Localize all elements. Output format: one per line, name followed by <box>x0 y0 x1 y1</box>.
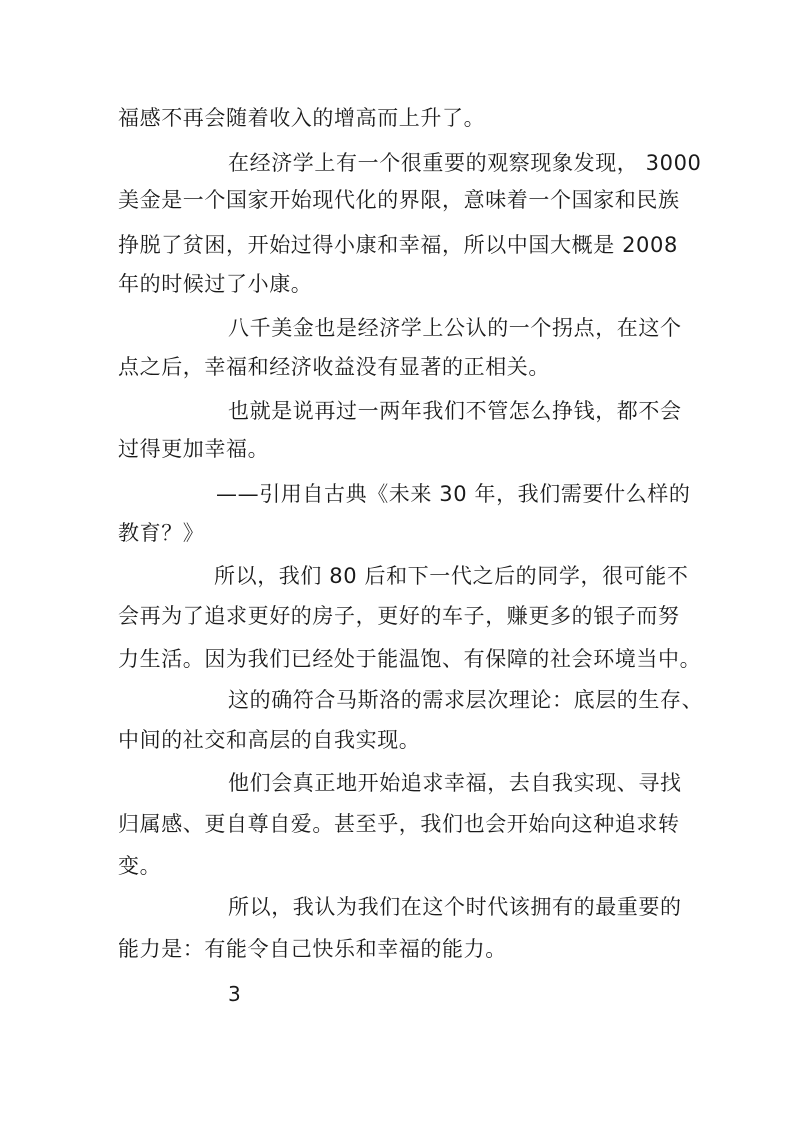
text-line: 所以，我们 80 后和下一代之后的同学，很可能不 <box>214 564 689 588</box>
text-line: 挣脱了贫困，开始过得小康和幸福，所以中国大概是 2008 <box>118 233 678 257</box>
text-line: 他们会真正地开始追求幸福，去自我实现、寻找 <box>228 771 682 795</box>
text-line: 所以，我认为我们在这个时代该拥有的最重要的 <box>228 895 682 919</box>
quote-line: 教育？》 <box>118 521 205 545</box>
text-line: 归属感、更自尊自爱。甚至乎，我们也会开始向这种追求转 <box>118 812 680 836</box>
text-line: 会再为了追求更好的房子，更好的车子，赚更多的银子而努 <box>118 604 680 628</box>
text-line: 在经济学上有一个很重要的观察现象发现， 3000 <box>228 151 702 175</box>
text-line: 过得更加幸福。 <box>118 437 270 461</box>
text-line: 八千美金也是经济学上公认的一个拐点，在这个 <box>228 316 682 340</box>
text-line: 也就是说再过一两年我们不管怎么挣钱，都不会 <box>228 399 682 423</box>
text-line: 年的时候过了小康。 <box>118 272 313 296</box>
text-line: 这的确符合马斯洛的需求层次理论：底层的生存、 <box>228 688 704 712</box>
text-line: 中间的社交和高层的自我实现。 <box>118 728 421 752</box>
text-line: 力生活。因为我们已经处于能温饱、有保障的社会环境当中。 <box>118 647 702 671</box>
text-line: 福感不再会随着收入的增高而上升了。 <box>118 106 486 130</box>
text-line: 能力是：有能令自己快乐和幸福的能力。 <box>118 937 507 961</box>
text-line: 变。 <box>118 854 162 878</box>
text-line: 点之后，幸福和经济收益没有显著的正相关。 <box>118 355 550 379</box>
quote-line: ——引用自古典《未来 30 年，我们需要什么样的 <box>216 482 691 506</box>
text-line: 美金是一个国家开始现代化的界限，意味着一个国家和民族 <box>118 188 680 212</box>
page-number: 3 <box>228 982 241 1006</box>
